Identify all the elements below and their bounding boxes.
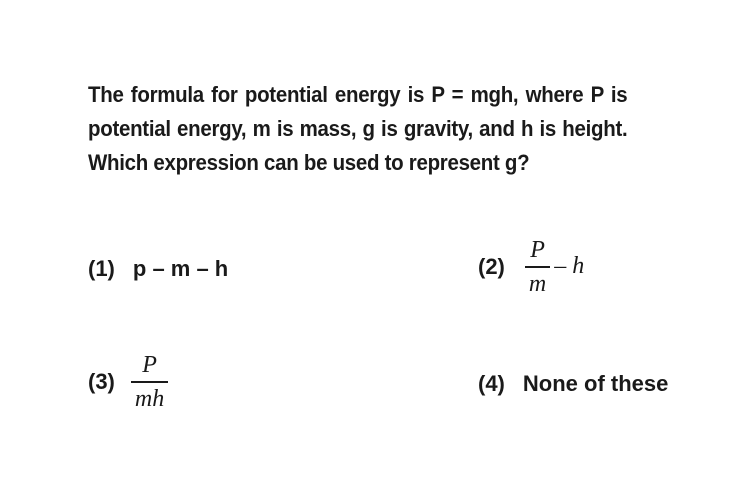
fraction-suffix: – h	[554, 253, 585, 280]
option-1[interactable]	[88, 256, 228, 282]
fraction-numerator: P	[530, 237, 545, 263]
fraction	[131, 353, 168, 411]
fraction-numerator: P	[142, 352, 157, 378]
option-number: (4)	[478, 371, 505, 396]
fraction	[525, 238, 550, 296]
option-3[interactable]	[88, 353, 168, 411]
option-number: (2)	[478, 253, 505, 279]
fraction-denominator: m	[528, 270, 547, 297]
option-expression: p – m – h	[132, 256, 229, 281]
fraction-denominator: mh	[134, 385, 165, 412]
option-number: (3)	[88, 368, 115, 394]
option-2[interactable]	[478, 238, 584, 296]
option-4[interactable]	[478, 371, 668, 397]
option-expression: None of these	[522, 371, 669, 396]
question-text: The formula for potential energy is P = mgh, where P is potential energy, m is mass, g is gravity, and h is height. Which expression can be used to represent g?	[88, 82, 628, 175]
option-number: (1)	[88, 256, 115, 281]
